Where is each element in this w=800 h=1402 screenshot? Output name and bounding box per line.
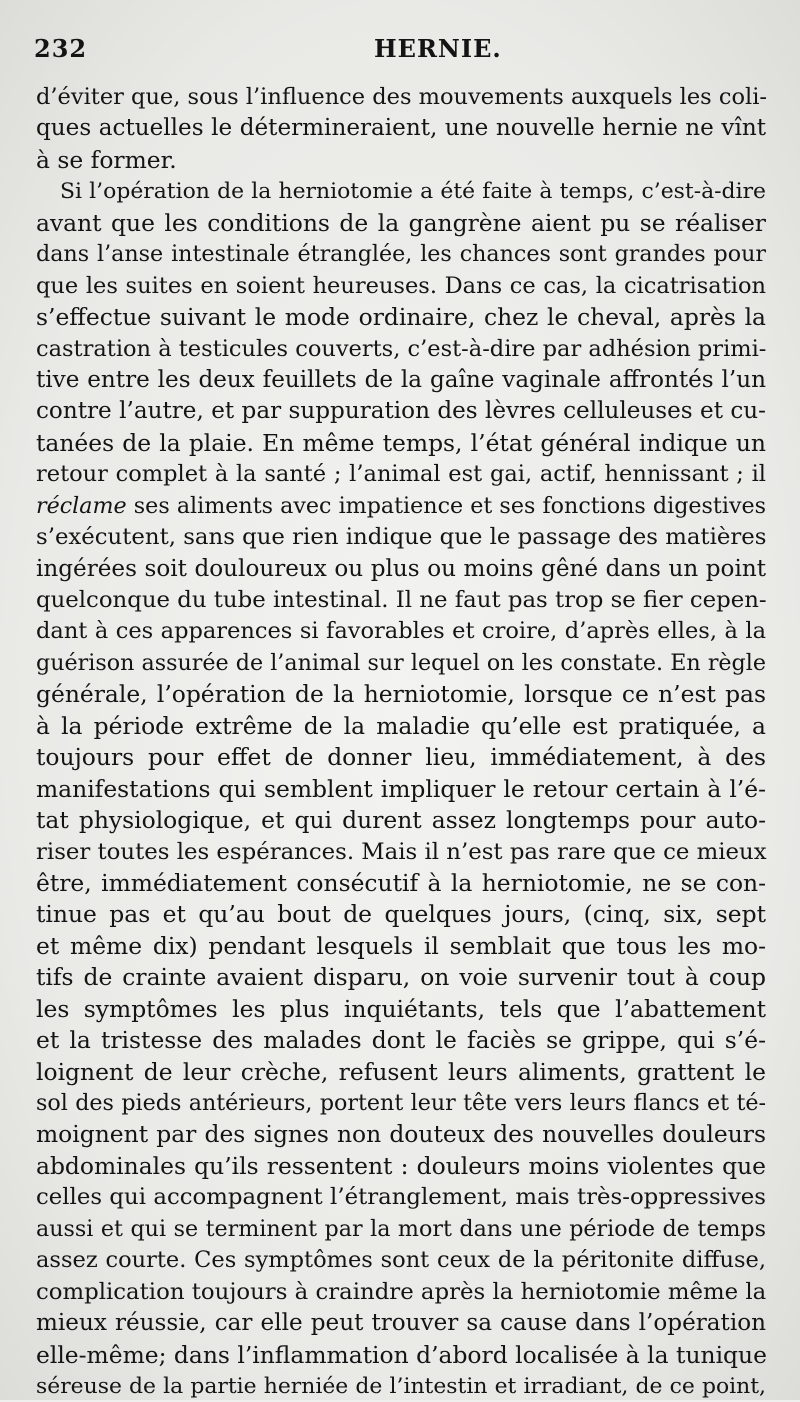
text-line: ingérées soit douloureux ou plus ou moins gêné dans un point [36, 555, 766, 582]
text-line: tive entre les deux feuillets de la gaîne vaginale affrontés l’un [36, 366, 766, 393]
text-line: d’éviter que, sous l’influence des mouvements auxquels les coli- [36, 84, 767, 110]
text-line: toujours pour effet de donner lieu, immédiatement, à des [36, 743, 766, 772]
running-head: HERNIE. [374, 34, 502, 63]
text-line [36, 491, 766, 522]
text-line: avant que les conditions de la gangrène aient pu se réaliser [36, 208, 766, 237]
body-text [36, 82, 766, 1402]
text-line: dant à ces apparences si favorables et croire, d’après elles, à la [36, 618, 766, 645]
text-line: riser toutes les espérances. Mais il n’est pas rare que ce mieux [36, 838, 767, 865]
text-line: sol des pieds antérieurs, portent leur tête vers leurs flancs et té- [36, 1090, 766, 1116]
text-line: séreuse de la partie herniée de l’intestin et irradiant, de ce point, [36, 1373, 766, 1399]
text-line: guérison assurée de l’animal sur lequel on les constate. En règle [36, 649, 766, 676]
text-line: celles qui accompagnent l’étranglement, mais très-oppressives [36, 1184, 766, 1211]
text-line: que les suites en soient heureuses. Dans ce cas, la cicatrisation [36, 272, 766, 299]
text-line: moignent par des signes non douteux des nouvelles douleurs [36, 1120, 766, 1149]
text-line: tinue pas et qu’au bout de quelques jours, (cinq, six, sept [36, 900, 766, 929]
text-line: aussi et qui se terminent par la mort dans une période de temps [36, 1215, 766, 1242]
text-line: tat physiologique, et qui durent assez longtemps pour auto- [36, 806, 766, 835]
page-header [34, 30, 760, 64]
text-line: tifs de crainte avaient disparu, on voie survenir tout à coup [36, 963, 766, 992]
text-segment: ses aliments avec impatience et ses fonctions digestives [126, 492, 766, 519]
text-line: s’exécutent, sans que rien indique que le passage des matières [36, 524, 767, 551]
text-line: contre l’autre, et par suppuration des lèvres celluleuses et cu- [36, 398, 766, 425]
text-line: générale, l’opération de la herniotomie, lorsque ce n’est pas [36, 680, 766, 709]
text-line: les symptômes les plus inquiétants, tels que l’abattement [36, 994, 766, 1023]
text-line: retour complet à la santé ; l’animal est gai, actif, hennissant ; il [36, 461, 766, 488]
text-line: Si l’opération de la herniotomie a été faite à temps, c’est-à-dire [60, 179, 766, 205]
text-line: et la tristesse des malades dont le faciès se grippe, qui s’é- [36, 1026, 766, 1055]
text-line: et même dix) pendant lesquels il semblait que tous les mo- [36, 931, 766, 960]
text-line: ques actuelles le détermineraient, une nouvelle hernie ne vînt [36, 115, 766, 142]
text-line: quelconque du tube intestinal. Il ne faut pas trop se fier cepen- [36, 587, 767, 613]
text-line: à se former. [36, 145, 177, 174]
text-line: s’effectue suivant le mode ordinaire, chez le cheval, après la [36, 303, 766, 332]
text-line: mieux réussie, car elle peut trouver sa cause dans l’opération [36, 1310, 766, 1337]
text-line: dans l’anse intestinale étranglée, les chances sont grandes pour [36, 241, 766, 268]
text-line: assez courte. Ces symptômes sont ceux de la péritonite diffuse, [36, 1247, 766, 1274]
text-line: tanées de la plaie. En même temps, l’état général indique un [36, 428, 766, 457]
italic-word: réclame [36, 492, 127, 519]
text-line: abdominales qu’ils ressentent : douleurs moins violentes que [36, 1151, 766, 1180]
text-line: elle-même; dans l’inflammation d’abord localisée à la tunique [36, 1340, 767, 1369]
page-number: 232 [34, 34, 88, 63]
text-line: complication toujours à craindre après la herniotomie même la [36, 1278, 767, 1305]
text-line: loignent de leur crèche, refusent leurs aliments, grattent le [36, 1057, 766, 1086]
text-line: manifestations qui semblent impliquer le retour certain à l’é- [36, 774, 766, 803]
text-line: être, immédiatement consécutif à la herniotomie, ne se con- [36, 868, 766, 897]
text-line: castration à testicules couverts, c’est-à-dire par adhésion primi- [36, 335, 767, 362]
text-line: à la période extrême de la maladie qu’elle est pratiquée, a [36, 711, 766, 740]
